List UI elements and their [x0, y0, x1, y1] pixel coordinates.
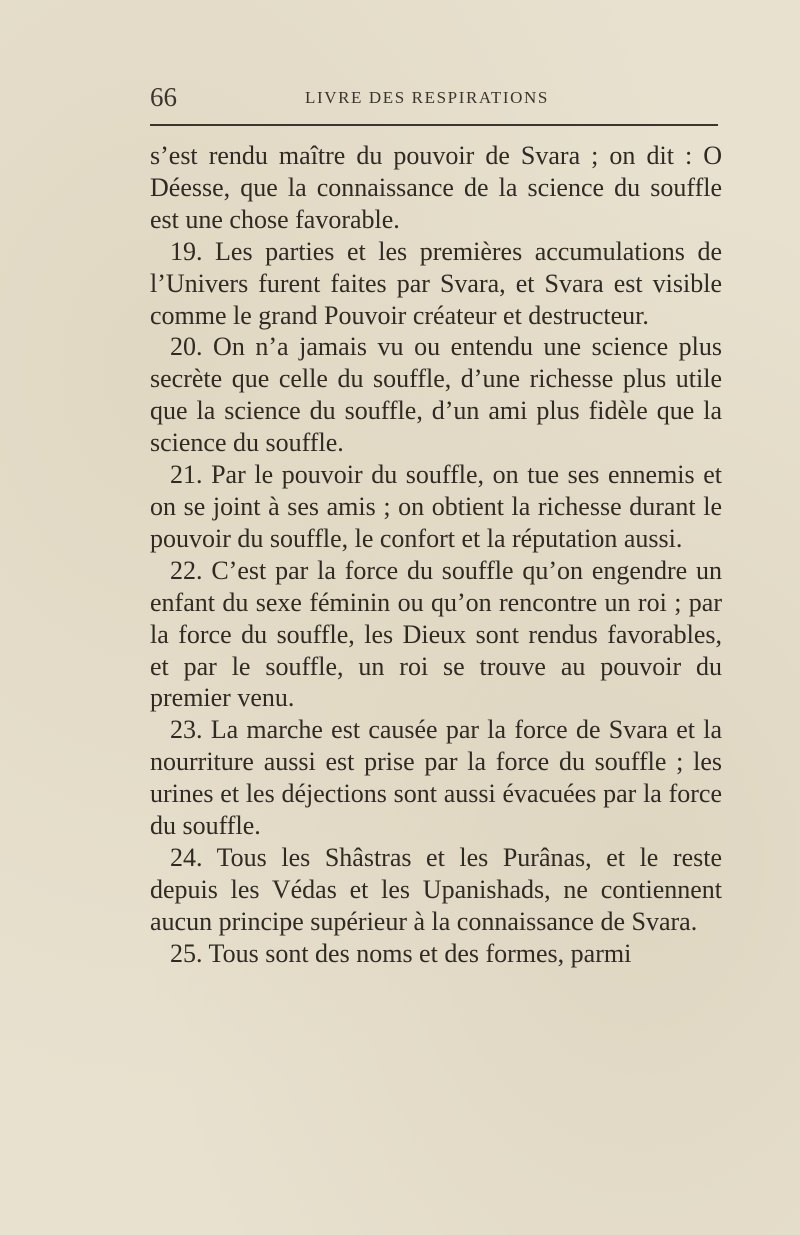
- paragraph-22: 22. C’est par la force du souffle qu’on engendre un enfant du sexe féminin ou qu’on rencontre un roi ; par la force du souffle, les Dieux sont rendus favorables, et par le souffle, un roi se trouve au pouvoir du premier venu.: [150, 555, 722, 713]
- paragraph-19: 19. Les parties et les premières accumulations de l’Univers furent faites par Svara, et Svara est visible comme le grand Pouvoir créateur et destructeur.: [150, 236, 722, 330]
- page-header: [150, 82, 720, 122]
- body-text: [150, 140, 722, 970]
- paragraph-24: 24. Tous les Shâstras et les Purânas, et le reste depuis les Védas et les Upanishads, ne contiennent aucun principe supérieur à la connaissance de Svara.: [150, 842, 722, 936]
- paragraph-21: 21. Par le pouvoir du souffle, on tue ses ennemis et on se joint à ses amis ; on obtient la richesse durant le pouvoir du souffle, le confort et la réputation aussi.: [150, 460, 722, 553]
- running-title: LIVRE DES RESPIRATIONS: [305, 88, 549, 107]
- paragraph-23: 23. La marche est causée par la force de Svara et la nourriture aussi est prise par la force du souffle ; les urines et les déjections sont aussi évacuées par la force du souffle.: [150, 715, 722, 841]
- paragraph-20: 20. On n’a jamais vu ou entendu une science plus secrète que celle du souffle, d’une richesse plus utile que la science du souffle, d’un ami plus fidèle que la science du souffle.: [150, 332, 722, 458]
- header-rule: [150, 124, 718, 126]
- paragraph-25: 25. Tous sont des noms et des formes, parmi: [170, 938, 632, 968]
- page-number: 66: [150, 82, 177, 112]
- paragraph-continuation: s’est rendu maître du pouvoir de Svara ; on dit : O Déesse, que la connaissance de la science du souffle est une chose favorable.: [150, 141, 722, 234]
